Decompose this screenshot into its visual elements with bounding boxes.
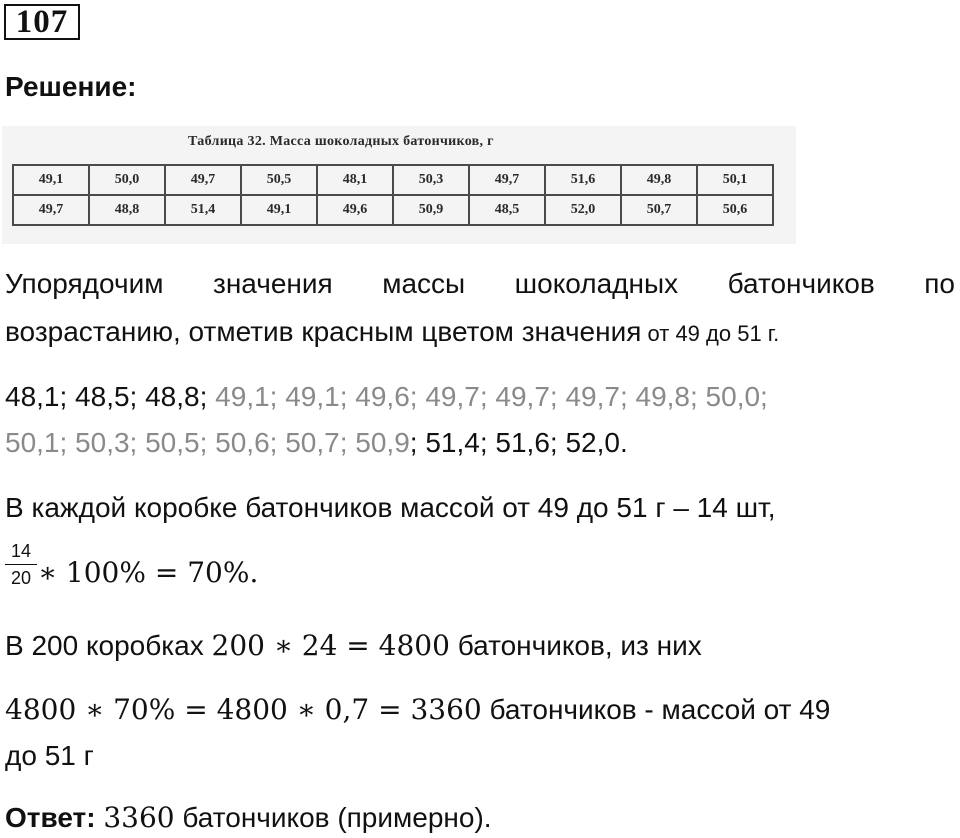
result-line-1	[5, 690, 830, 730]
table-cell: 49,7	[13, 195, 89, 225]
solution-heading: Решение:	[5, 71, 137, 102]
table-cell: 48,8	[89, 195, 165, 225]
box-count-line: В каждой коробке батончиков массой от 49 до 51 г – 14 шт,	[5, 492, 776, 523]
sorted-values-grey-1: 49,1; 49,1; 49,6; 49,7; 49,7; 49,7; 49,8; 50,0;	[215, 381, 768, 412]
sorted-values-black-start: 48,1; 48,5; 48,8;	[5, 381, 216, 412]
table-cell: 50,9	[393, 195, 469, 225]
table-cell: 50,5	[241, 165, 317, 195]
table-row	[13, 195, 773, 225]
table-cell: 49,7	[165, 165, 241, 195]
sorted-values-black-end: ; 51,4; 51,6; 52,0.	[409, 427, 628, 458]
answer-math: 3360	[103, 801, 175, 834]
fraction	[5, 540, 37, 589]
answer-label: Ответ:	[5, 802, 96, 833]
paragraph-line-2-small: от 49 до 51 г.	[641, 321, 780, 346]
paragraph-line-2-main: возрастанию, отметив красным цветом значения	[5, 316, 642, 347]
paragraph-line-2	[5, 312, 779, 354]
table-cell: 50,6	[697, 195, 773, 225]
boxes-200-text-2: батончиков, из них	[449, 630, 702, 661]
table-cell: 51,4	[165, 195, 241, 225]
boxes-200-math: 200 ∗ 24 = 4800	[211, 629, 450, 662]
answer-text: батончиков (примерно).	[174, 802, 492, 833]
sorted-values-grey-2: 50,1; 50,3; 50,5; 50,6; 50,7; 50,9	[5, 427, 410, 458]
table-cell: 50,3	[393, 165, 469, 195]
result-text: батончиков - массой от 49	[481, 694, 831, 725]
paragraph-line-1: Упорядочим значения массы шоколадных батончиков по	[5, 268, 955, 299]
result-math: 4800 ∗ 70% = 4800 ∗ 0,7 = 3360	[5, 693, 482, 726]
table-cell: 50,0	[89, 165, 165, 195]
problem-number-box: 107	[4, 4, 80, 40]
table-cell: 49,7	[469, 165, 545, 195]
sorted-values-line-2	[5, 423, 628, 463]
answer-line	[5, 798, 492, 838]
sorted-values-line-1	[5, 377, 768, 417]
fraction-numerator: 14	[5, 540, 37, 565]
table-cell: 49,6	[317, 195, 393, 225]
table-row	[13, 165, 773, 195]
fraction-denominator: 20	[10, 568, 32, 588]
boxes-200-line	[5, 626, 702, 666]
table-cell: 49,1	[241, 195, 317, 225]
table-cell: 48,5	[469, 195, 545, 225]
fraction-expression: ∗ 100% = 70%.	[38, 556, 259, 589]
boxes-200-text-1: В 200 коробках	[5, 630, 212, 661]
table-cell: 48,1	[317, 165, 393, 195]
table-cell: 51,6	[545, 165, 621, 195]
result-line-2: до 51 г	[5, 740, 94, 771]
table-figure	[2, 126, 796, 244]
table-caption: Таблица 32. Масса шоколадных батончиков, г	[188, 134, 494, 149]
table-cell: 50,1	[697, 165, 773, 195]
table-cell: 49,1	[13, 165, 89, 195]
mass-table	[12, 164, 774, 226]
table-cell: 49,8	[621, 165, 697, 195]
table-cell: 50,7	[621, 195, 697, 225]
table-cell: 52,0	[545, 195, 621, 225]
